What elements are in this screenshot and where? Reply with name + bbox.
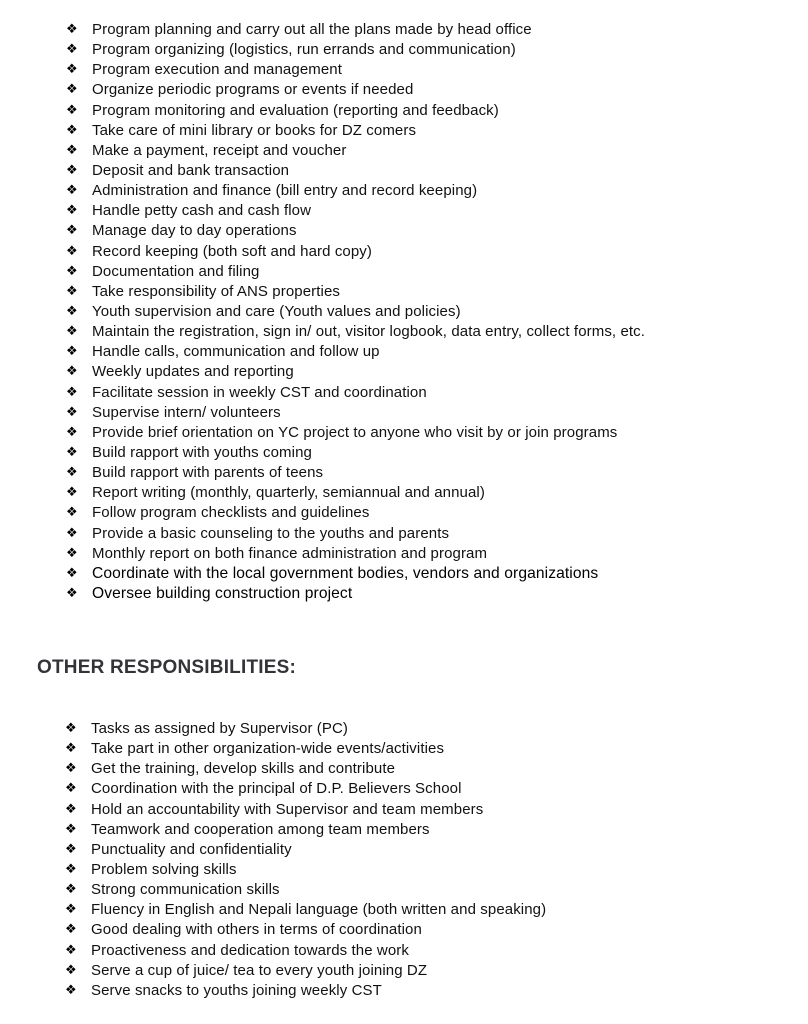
diamond-bullet-icon: ❖ bbox=[65, 861, 77, 877]
list-item bbox=[0, 362, 645, 382]
diamond-bullet-icon: ❖ bbox=[66, 162, 78, 178]
list-item bbox=[0, 941, 546, 961]
list-item bbox=[0, 840, 546, 860]
diamond-bullet-icon: ❖ bbox=[66, 344, 78, 360]
list-item-text: Hold an accountability with Supervisor and team members bbox=[91, 800, 484, 818]
list-item bbox=[0, 564, 645, 584]
list-item-text: Report writing (monthly, quarterly, semiannual and annual) bbox=[92, 484, 485, 502]
list-item bbox=[0, 423, 645, 443]
diamond-bullet-icon: ❖ bbox=[66, 324, 78, 340]
diamond-bullet-icon: ❖ bbox=[66, 42, 78, 58]
diamond-bullet-icon: ❖ bbox=[65, 922, 77, 938]
diamond-bullet-icon: ❖ bbox=[65, 882, 77, 898]
list-item bbox=[0, 201, 645, 221]
list-item-text: Administration and finance (bill entry and record keeping) bbox=[92, 182, 478, 200]
list-item bbox=[0, 779, 546, 799]
list-item-text: Take care of mini library or books for DZ comers bbox=[92, 121, 417, 139]
diamond-bullet-icon: ❖ bbox=[66, 444, 78, 460]
list-item bbox=[0, 101, 645, 121]
diamond-bullet-icon: ❖ bbox=[66, 384, 78, 400]
diamond-bullet-icon: ❖ bbox=[66, 505, 78, 521]
diamond-bullet-icon: ❖ bbox=[66, 364, 78, 380]
list-item bbox=[0, 121, 645, 141]
list-item-text: Get the training, develop skills and contribute bbox=[91, 760, 396, 778]
diamond-bullet-icon: ❖ bbox=[66, 465, 78, 481]
diamond-bullet-icon: ❖ bbox=[66, 62, 78, 78]
diamond-bullet-icon: ❖ bbox=[66, 263, 78, 279]
list-item-text: Serve snacks to youths joining weekly CST bbox=[91, 981, 382, 999]
list-item-text: Program execution and management bbox=[92, 61, 343, 79]
list-item-text: Handle petty cash and cash flow bbox=[92, 202, 312, 220]
diamond-bullet-icon: ❖ bbox=[65, 841, 77, 857]
list-item-text: Weekly updates and reporting bbox=[92, 363, 294, 381]
list-item-text: Program planning and carry out all the plans made by head office bbox=[92, 21, 532, 38]
diamond-bullet-icon: ❖ bbox=[66, 142, 78, 158]
list-item bbox=[0, 20, 645, 40]
list-item-text: Record keeping (both soft and hard copy) bbox=[92, 242, 372, 260]
diamond-bullet-icon: ❖ bbox=[66, 243, 78, 259]
list-item bbox=[0, 544, 645, 564]
list-item bbox=[0, 60, 645, 80]
list-item-text: Maintain the registration, sign in/ out, visitor logbook, data entry, collect forms, etc. bbox=[92, 323, 646, 341]
diamond-bullet-icon: ❖ bbox=[65, 781, 77, 797]
diamond-bullet-icon: ❖ bbox=[66, 183, 78, 199]
list-item bbox=[0, 262, 645, 282]
list-item-text: Build rapport with youths coming bbox=[92, 443, 312, 461]
list-item-text: Program organizing (logistics, run errands and communication) bbox=[92, 41, 516, 59]
list-item-text: Problem solving skills bbox=[91, 860, 237, 878]
list-item bbox=[0, 342, 645, 362]
list-item bbox=[0, 719, 546, 739]
diamond-bullet-icon: ❖ bbox=[66, 585, 78, 601]
list-item-text: Supervise intern/ volunteers bbox=[92, 403, 281, 421]
list-item-text: Strong communication skills bbox=[91, 881, 280, 899]
responsibilities-list bbox=[0, 20, 645, 604]
other-responsibilities-heading: OTHER RESPONSIBILITIES: bbox=[37, 657, 297, 678]
list-item-text: Coordination with the principal of D.P. Believers School bbox=[91, 780, 462, 798]
list-item bbox=[0, 860, 546, 880]
diamond-bullet-icon: ❖ bbox=[65, 721, 77, 736]
list-item-text: Monthly report on both finance administration and program bbox=[92, 544, 488, 562]
list-item bbox=[0, 584, 645, 604]
diamond-bullet-icon: ❖ bbox=[65, 801, 77, 817]
list-item-text: Organize periodic programs or events if needed bbox=[92, 81, 414, 99]
diamond-bullet-icon: ❖ bbox=[66, 525, 78, 541]
list-item-text: Youth supervision and care (Youth values and policies) bbox=[92, 302, 461, 320]
list-item-text: Take responsibility of ANS properties bbox=[92, 282, 340, 300]
diamond-bullet-icon: ❖ bbox=[66, 122, 78, 138]
list-item-text: Provide a basic counseling to the youths and parents bbox=[92, 524, 450, 542]
list-item bbox=[0, 483, 645, 503]
diamond-bullet-icon: ❖ bbox=[66, 223, 78, 239]
list-item-text: Follow program checklists and guidelines bbox=[92, 504, 370, 522]
list-item bbox=[0, 443, 645, 463]
list-item bbox=[0, 759, 546, 779]
list-item bbox=[0, 524, 645, 544]
list-item-text: Program monitoring and evaluation (reporting and feedback) bbox=[92, 101, 499, 119]
list-item bbox=[0, 739, 546, 759]
diamond-bullet-icon: ❖ bbox=[66, 565, 78, 581]
list-item-text: Punctuality and confidentiality bbox=[91, 840, 292, 858]
list-item-text: Proactiveness and dedication towards the work bbox=[91, 941, 410, 959]
list-item-text: Oversee building construction project bbox=[92, 584, 353, 602]
diamond-bullet-icon: ❖ bbox=[66, 283, 78, 299]
list-item-text: Make a payment, receipt and voucher bbox=[92, 141, 347, 159]
diamond-bullet-icon: ❖ bbox=[66, 545, 78, 561]
list-item-text: Teamwork and cooperation among team members bbox=[91, 820, 430, 838]
list-item bbox=[0, 503, 645, 523]
diamond-bullet-icon: ❖ bbox=[66, 485, 78, 501]
list-item bbox=[0, 403, 645, 423]
list-item-text: Serve a cup of juice/ tea to every youth joining DZ bbox=[91, 961, 428, 979]
diamond-bullet-icon: ❖ bbox=[65, 962, 77, 978]
diamond-bullet-icon: ❖ bbox=[66, 102, 78, 118]
list-item-text: Deposit and bank transaction bbox=[92, 161, 290, 179]
list-item bbox=[0, 383, 645, 403]
diamond-bullet-icon: ❖ bbox=[65, 942, 77, 958]
list-item bbox=[0, 302, 645, 322]
diamond-bullet-icon: ❖ bbox=[65, 821, 77, 837]
list-item bbox=[0, 820, 546, 840]
list-item bbox=[0, 800, 546, 820]
diamond-bullet-icon: ❖ bbox=[66, 203, 78, 219]
list-item-text: Handle calls, communication and follow up bbox=[92, 343, 380, 361]
list-item bbox=[0, 242, 645, 262]
diamond-bullet-icon: ❖ bbox=[65, 982, 77, 998]
list-item bbox=[0, 80, 645, 100]
list-item-text: Take part in other organization-wide events/activities bbox=[91, 740, 445, 758]
list-item bbox=[0, 181, 645, 201]
list-item-text: Provide brief orientation on YC project to anyone who visit by or join programs bbox=[92, 423, 618, 441]
other-responsibilities-list bbox=[0, 719, 546, 1001]
list-item-text: Documentation and filing bbox=[92, 262, 260, 280]
diamond-bullet-icon: ❖ bbox=[65, 741, 77, 757]
diamond-bullet-icon: ❖ bbox=[66, 82, 78, 98]
diamond-bullet-icon: ❖ bbox=[65, 761, 77, 777]
list-item-text: Facilitate session in weekly CST and coordination bbox=[92, 383, 427, 401]
diamond-bullet-icon: ❖ bbox=[65, 902, 77, 918]
list-item-text: Tasks as assigned by Supervisor (PC) bbox=[91, 720, 349, 737]
list-item-text: Coordinate with the local government bodies, vendors and organizations bbox=[92, 564, 599, 582]
list-item bbox=[0, 40, 645, 60]
list-item bbox=[0, 463, 645, 483]
diamond-bullet-icon: ❖ bbox=[66, 22, 78, 37]
list-item-text: Fluency in English and Nepali language (both written and speaking) bbox=[91, 901, 547, 919]
diamond-bullet-icon: ❖ bbox=[66, 303, 78, 319]
list-item bbox=[0, 161, 645, 181]
list-item bbox=[0, 322, 645, 342]
list-item bbox=[0, 920, 546, 940]
list-item bbox=[0, 880, 546, 900]
list-item bbox=[0, 961, 546, 981]
list-item bbox=[0, 221, 645, 241]
diamond-bullet-icon: ❖ bbox=[66, 424, 78, 440]
list-item bbox=[0, 282, 645, 302]
list-item bbox=[0, 900, 546, 920]
list-item-text: Manage day to day operations bbox=[92, 222, 297, 240]
list-item bbox=[0, 981, 546, 1001]
diamond-bullet-icon: ❖ bbox=[66, 404, 78, 420]
list-item bbox=[0, 141, 645, 161]
list-item-text: Build rapport with parents of teens bbox=[92, 464, 324, 482]
list-item-text: Good dealing with others in terms of coordination bbox=[91, 921, 422, 939]
